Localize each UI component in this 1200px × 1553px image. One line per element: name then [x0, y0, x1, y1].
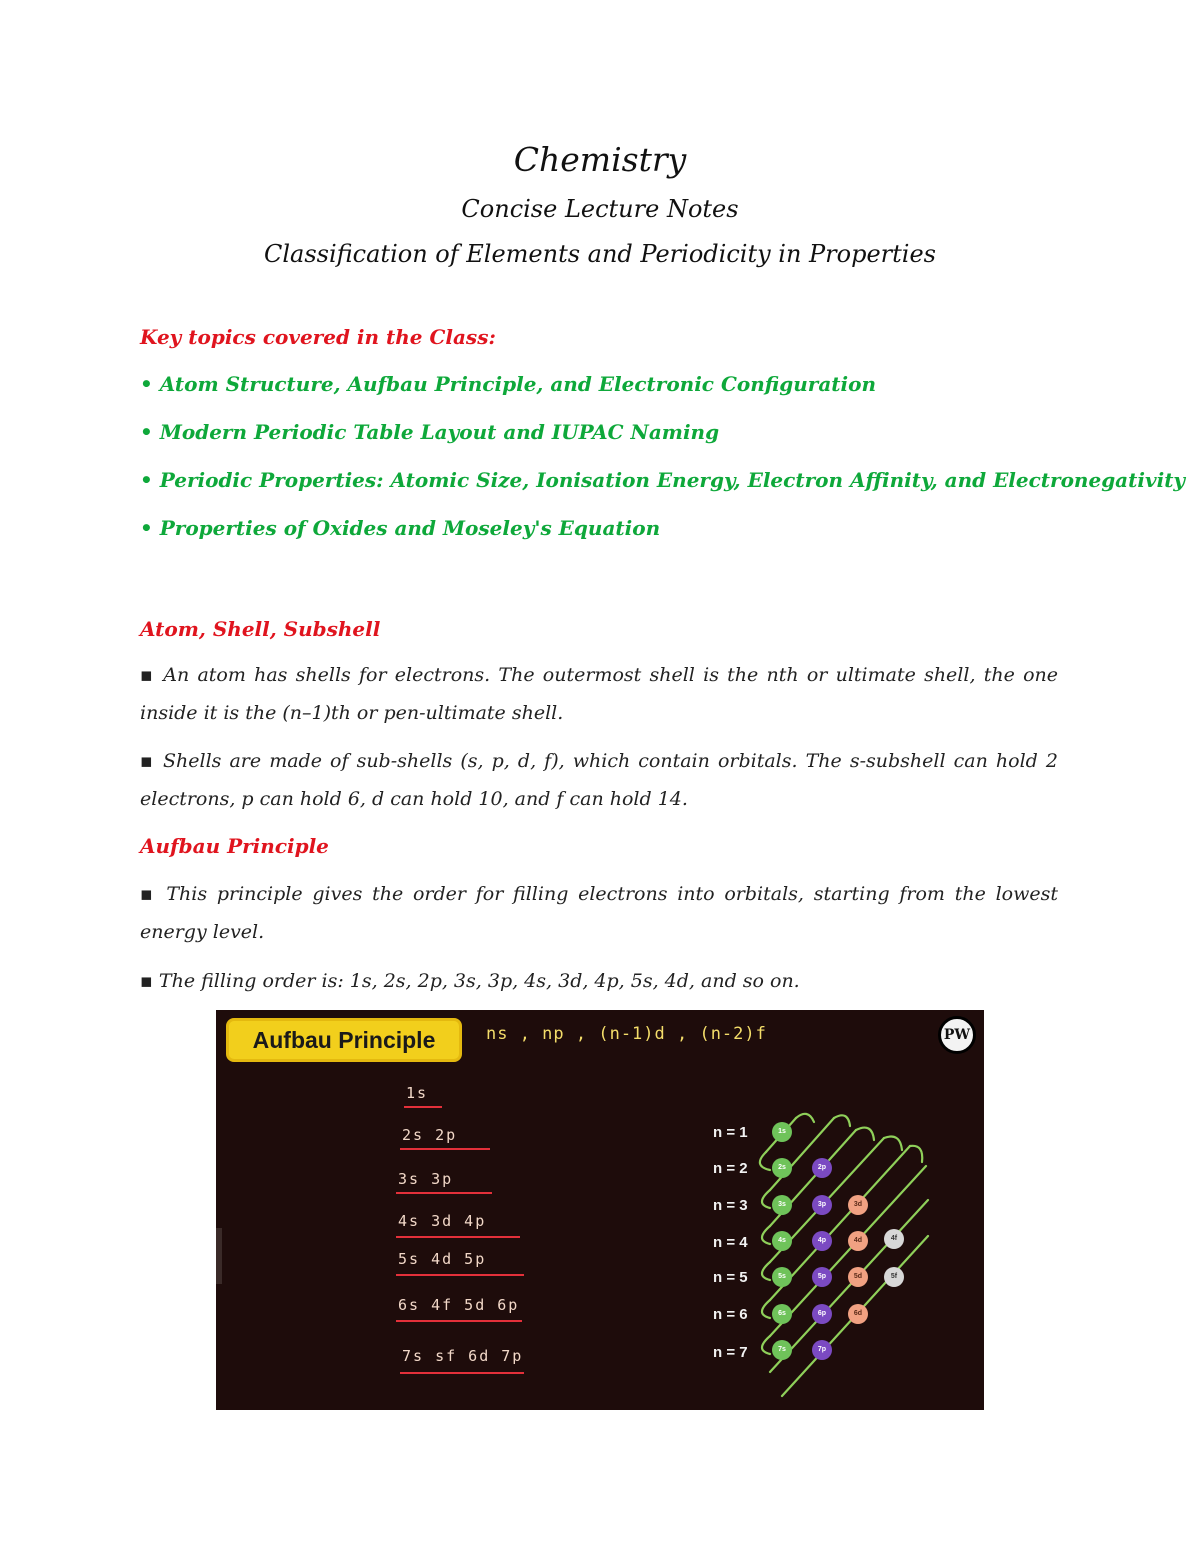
atom-paragraph-2: ▪ Shells are made of sub-shells (s, p, d, f), which contain orbitals. The s-subshell can hold 2 electrons, p can hold 6, d can hold 10, and f can hold 14.	[140, 750, 1058, 810]
orbital-4d: 4d	[848, 1231, 868, 1251]
topic-item: • Modern Periodic Table Layout and IUPAC Naming	[140, 420, 720, 444]
orbital-4p: 4p	[812, 1231, 832, 1251]
figure-formula: ns , np , (n-1)d , (n-2)f	[486, 1024, 767, 1044]
section-heading-atom: Atom, Shell, Subshell	[140, 617, 381, 641]
orbital-3d: 3d	[848, 1195, 868, 1215]
aufbau-paragraph-2: ▪ The filling order is: 1s, 2s, 2p, 3s, 3p, 4s, 3d, 4p, 5s, 4d, and so on.	[140, 970, 800, 992]
handwritten-underline	[396, 1192, 492, 1194]
handwritten-row: 3s 3p	[398, 1170, 454, 1188]
orbital-5s: 5s	[772, 1267, 792, 1287]
chapter-title: Classification of Elements and Periodicity in Properties	[264, 240, 936, 268]
orbital-2p: 2p	[812, 1158, 832, 1178]
orbital-4s: 4s	[772, 1231, 792, 1251]
orbital-2s: 2s	[772, 1158, 792, 1178]
handwritten-row: 1s	[406, 1084, 429, 1102]
orbital-5p: 5p	[812, 1267, 832, 1287]
handwritten-underline	[396, 1236, 520, 1238]
orbital-6d: 6d	[848, 1304, 868, 1324]
atom-paragraph-1: ▪ An atom has shells for electrons. The outermost shell is the nth or ultimate shell, the one inside it is the (n–1)th or pen-ultimate shell.	[140, 664, 1058, 724]
shell-label: n = 5	[713, 1269, 748, 1286]
section-heading-aufbau: Aufbau Principle	[140, 834, 329, 858]
shell-label: n = 2	[713, 1160, 748, 1177]
topic-item: • Periodic Properties: Atomic Size, Ionisation Energy, Electron Affinity, and Electronegativity	[140, 468, 1186, 492]
orbital-5d: 5d	[848, 1267, 868, 1287]
orbital-6s: 6s	[772, 1304, 792, 1324]
handwritten-row: 7s sf 6d 7p	[402, 1347, 524, 1365]
shell-label: n = 3	[713, 1197, 748, 1214]
topic-item: • Atom Structure, Aufbau Principle, and Electronic Configuration	[140, 372, 877, 396]
handwritten-underline	[400, 1372, 524, 1374]
term-penultimate-shell: pen-ultimate shell	[383, 702, 558, 724]
shell-label: n = 4	[713, 1234, 748, 1251]
orbital-3p: 3p	[812, 1195, 832, 1215]
orbital-5f: 5f	[884, 1267, 904, 1287]
key-topics-heading: Key topics covered in the Class:	[140, 325, 496, 349]
shell-label: n = 1	[713, 1124, 748, 1141]
pw-logo: PW	[938, 1016, 976, 1054]
handwritten-row: 2s 2p	[402, 1126, 458, 1144]
orbital-1s: 1s	[772, 1122, 792, 1142]
page-subtitle: Concise Lecture Notes	[461, 195, 739, 223]
orbital-4f: 4f	[884, 1229, 904, 1249]
handwritten-underline	[404, 1106, 442, 1108]
handwritten-row: 5s 4d 5p	[398, 1250, 487, 1268]
handwritten-underline	[400, 1148, 490, 1150]
shell-label: n = 7	[713, 1344, 748, 1361]
orbital-3s: 3s	[772, 1195, 792, 1215]
handwritten-row: 4s 3d 4p	[398, 1212, 487, 1230]
orbital-7p: 7p	[812, 1340, 832, 1360]
handwritten-row: 6s 4f 5d 6p	[398, 1296, 520, 1314]
panel-edge-tab	[216, 1228, 222, 1284]
orbital-7s: 7s	[772, 1340, 792, 1360]
handwritten-underline	[396, 1274, 524, 1276]
topic-item: • Properties of Oxides and Moseley's Equation	[140, 516, 661, 540]
page-title: Chemistry	[513, 140, 687, 179]
aufbau-paragraph-1: ▪ This principle gives the order for filling electrons into orbitals, starting from the lowest energy level.	[140, 883, 1058, 943]
orbital-6p: 6p	[812, 1304, 832, 1324]
aufbau-figure	[216, 1010, 984, 1410]
shell-label: n = 6	[713, 1306, 748, 1323]
figure-title: Aufbau Principle	[226, 1018, 462, 1062]
term-ultimate-shell: ultimate shell	[835, 664, 970, 686]
handwritten-underline	[396, 1320, 522, 1322]
